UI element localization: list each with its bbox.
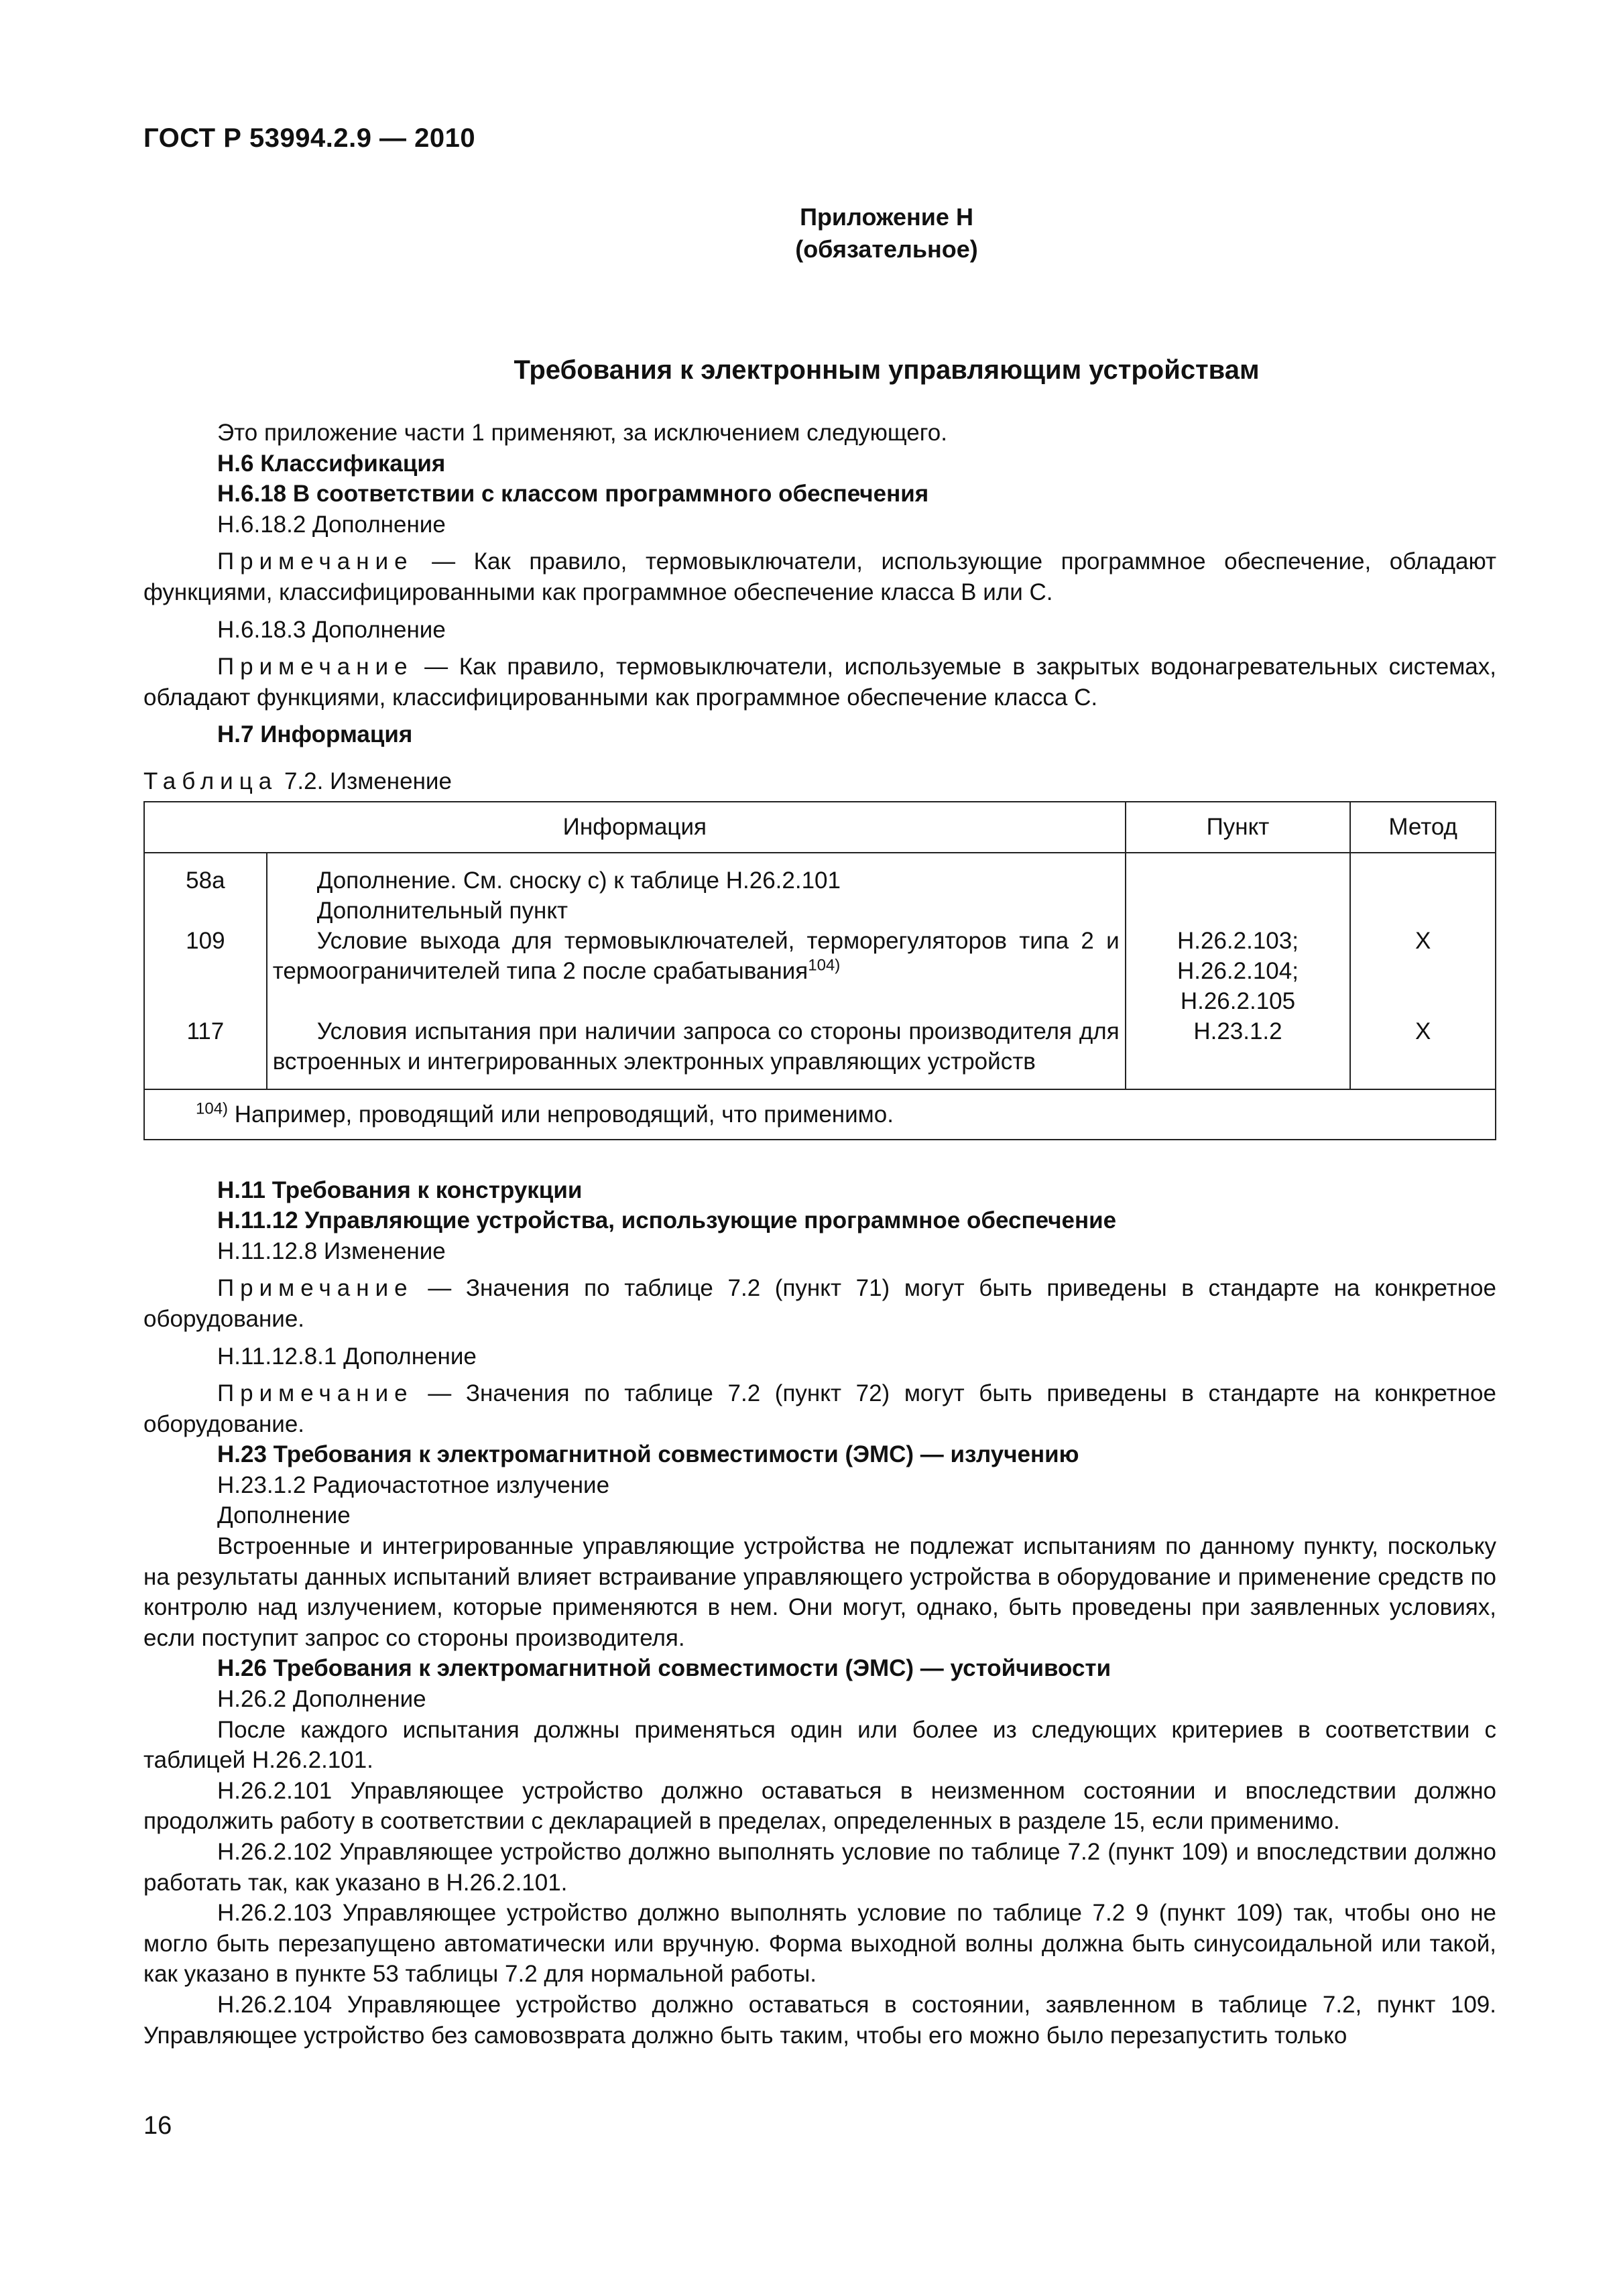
subsection-h6-18-3: Н.6.18.3 Дополнение: [217, 616, 446, 643]
annex-status: (обязательное): [795, 235, 978, 263]
subsection-h6-18-2: Н.6.18.2 Дополнение: [217, 511, 446, 538]
row-method-cell: [1350, 853, 1496, 1089]
info-text: Дополнительный пункт: [316, 897, 568, 924]
method-mark: Х: [1415, 927, 1431, 954]
intro-paragraph: Это приложение части 1 применяют, за исключением следующего.: [217, 420, 947, 446]
item-ref: Н.26.2.105: [1180, 987, 1296, 1014]
standard-header: ГОСТ Р 53994.2.9 — 2010: [143, 123, 476, 153]
annex-heading: [75, 201, 1623, 265]
annex-title: Требования к электронным управляющим устройствам: [514, 355, 1260, 385]
method-mark: Х: [1415, 1018, 1431, 1044]
info-text: Условие выхода для термовыключателей, терморегуляторов типа 2 и термоограничителей типа 2 после срабатывания: [272, 927, 1120, 984]
header-info: Информация: [144, 802, 1126, 853]
table-footnote: [144, 1089, 1496, 1140]
item-ref: Н.23.1.2: [1193, 1018, 1282, 1044]
note-label: Примечание: [217, 654, 414, 680]
section-heading-h23: Н.23 Требования к электромагнитной совместимости (ЭМС) — излучению: [217, 1441, 1079, 1468]
info-text-109: [267, 926, 1125, 986]
paragraph-h26-2-101: Н.26.2.101 Управляющее устройство должно оставаться в неизменном состоянии и впоследствии должно продолжить работу в соответствии с декларацией в пределах, определенных в разделе 15, если применимо.: [143, 1777, 1496, 1835]
subsection-h26-2: Н.26.2 Дополнение: [217, 1686, 426, 1713]
note-paragraph-2: [143, 652, 1496, 713]
table-caption-label: Таблица: [143, 768, 278, 794]
paragraph-h23: Встроенные и интегрированные управляющие устройства не подлежат испытаниям по данному пункту, поскольку на результаты данных испытаний влияет встраивание управляющего устройства в оборудование и применение средств по контролю над излучением, которые применяются в нем. Они могут, однако, быть проведены при заявленных условиях, если поступит запрос со стороны производителя.: [143, 1533, 1496, 1651]
page-number: 16: [143, 2112, 172, 2140]
subsection-h23-1-2: Н.23.1.2 Радиочастотное излучение: [217, 1471, 610, 1498]
annex-label: Приложение Н: [800, 203, 973, 231]
paragraph-h26-2-104: Н.26.2.104 Управляющее устройство должно оставаться в состоянии, заявленном в таблице 7.2, пункт 109. Управляющее устройство без самовозврата должно быть таким, чтобы его можно было перезапустить только: [143, 1991, 1496, 2049]
section-heading-h6: Н.6 Классификация: [217, 450, 446, 477]
paragraph-h26-2-102: Н.26.2.102 Управляющее устройство должно выполнять условие по таблице 7.2 (пункт 109) и впоследствии должно работать так, как указано в Н.26.2.101.: [143, 1839, 1496, 1896]
row-number: 109: [186, 927, 225, 954]
info-text: Дополнение. См. сноску с) к таблице Н.26.2.101: [316, 867, 841, 894]
section-heading-h26: Н.26 Требования к электромагнитной совместимости (ЭМС) — устойчивости: [217, 1655, 1111, 1682]
footnote-ref: 104): [808, 955, 841, 974]
section-heading-h11: Н.11 Требования к конструкции: [217, 1176, 583, 1203]
header-item: Пункт: [1126, 802, 1351, 853]
change-table: [143, 801, 1496, 1140]
item-ref: Н.26.2.103;: [1177, 927, 1299, 954]
section-heading-h7: Н.7 Информация: [217, 721, 413, 748]
row-info-cell: [267, 853, 1126, 1089]
addition-label: Дополнение: [217, 1502, 351, 1529]
note-paragraph-4: [143, 1378, 1496, 1439]
subsection-h11-12-8: Н.11.12.8 Изменение: [217, 1237, 446, 1264]
note-label: Примечание: [217, 1275, 414, 1302]
footnote-mark: 104): [196, 1099, 229, 1117]
table-caption: [143, 766, 1496, 797]
paragraph-h26: После каждого испытания должны применяться один или более из следующих критериев в соответствии с таблицей Н.26.2.101.: [143, 1716, 1496, 1774]
note-paragraph-3: [143, 1273, 1496, 1334]
table-caption-text: 7.2. Изменение: [278, 768, 452, 794]
note-text: — Как правило, термовыключатели, используемые в закрытых водонагревательных системах, обладают функциями, классифицированными как программное обеспечение класса С.: [143, 654, 1496, 711]
subsection-h11-12-8-1: Н.11.12.8.1 Дополнение: [217, 1343, 477, 1370]
footnote-text: Например, проводящий или непроводящий, что применимо.: [228, 1101, 894, 1128]
note-text: — Как правило, термовыключатели, использующие программное обеспечение, обладают функциями, классифицированными как программное обеспечение класса В или С.: [143, 548, 1496, 605]
row-number: 58а: [186, 867, 225, 894]
header-method: Метод: [1350, 802, 1496, 853]
item-ref: Н.26.2.104;: [1177, 957, 1299, 984]
note-paragraph-1: [143, 546, 1496, 607]
row-number: 117: [186, 1018, 225, 1044]
info-text: Условия испытания при наличии запроса со стороны производителя для встроенных и интегрированных электронных управляющих устройств: [272, 1018, 1120, 1075]
note-text: — Значения по таблице 7.2 (пункт 72) могут быть приведены в стандарте на конкретное оборудование.: [143, 1380, 1496, 1437]
table-footnote-row: [144, 1089, 1496, 1140]
table-header-row: [144, 802, 1496, 853]
row-numbers-cell: [144, 853, 267, 1089]
section-heading-h11-12: Н.11.12 Управляющие устройства, использующие программное обеспечение: [217, 1207, 1117, 1234]
paragraph-h26-2-103: Н.26.2.103 Управляющее устройство должно выполнять условие по таблице 7.2 9 (пункт 109) так, чтобы оно не могло быть перезапущено автоматически или вручную. Форма выходной волны должна быть синусоидальной или такой, как указано в пункте 53 таблицы 7.2 для нормальной работы.: [143, 1900, 1496, 1988]
note-label: Примечание: [217, 1380, 414, 1407]
row-item-cell: [1126, 853, 1351, 1089]
note-text: — Значения по таблице 7.2 (пункт 71) могут быть приведены в стандарте на конкретное оборудование.: [143, 1275, 1496, 1332]
document-body: [143, 418, 1496, 2051]
section-heading-h6-18: Н.6.18 В соответствии с классом программного обеспечения: [217, 481, 929, 507]
table-row: [144, 853, 1496, 1089]
note-label: Примечание: [217, 548, 414, 575]
